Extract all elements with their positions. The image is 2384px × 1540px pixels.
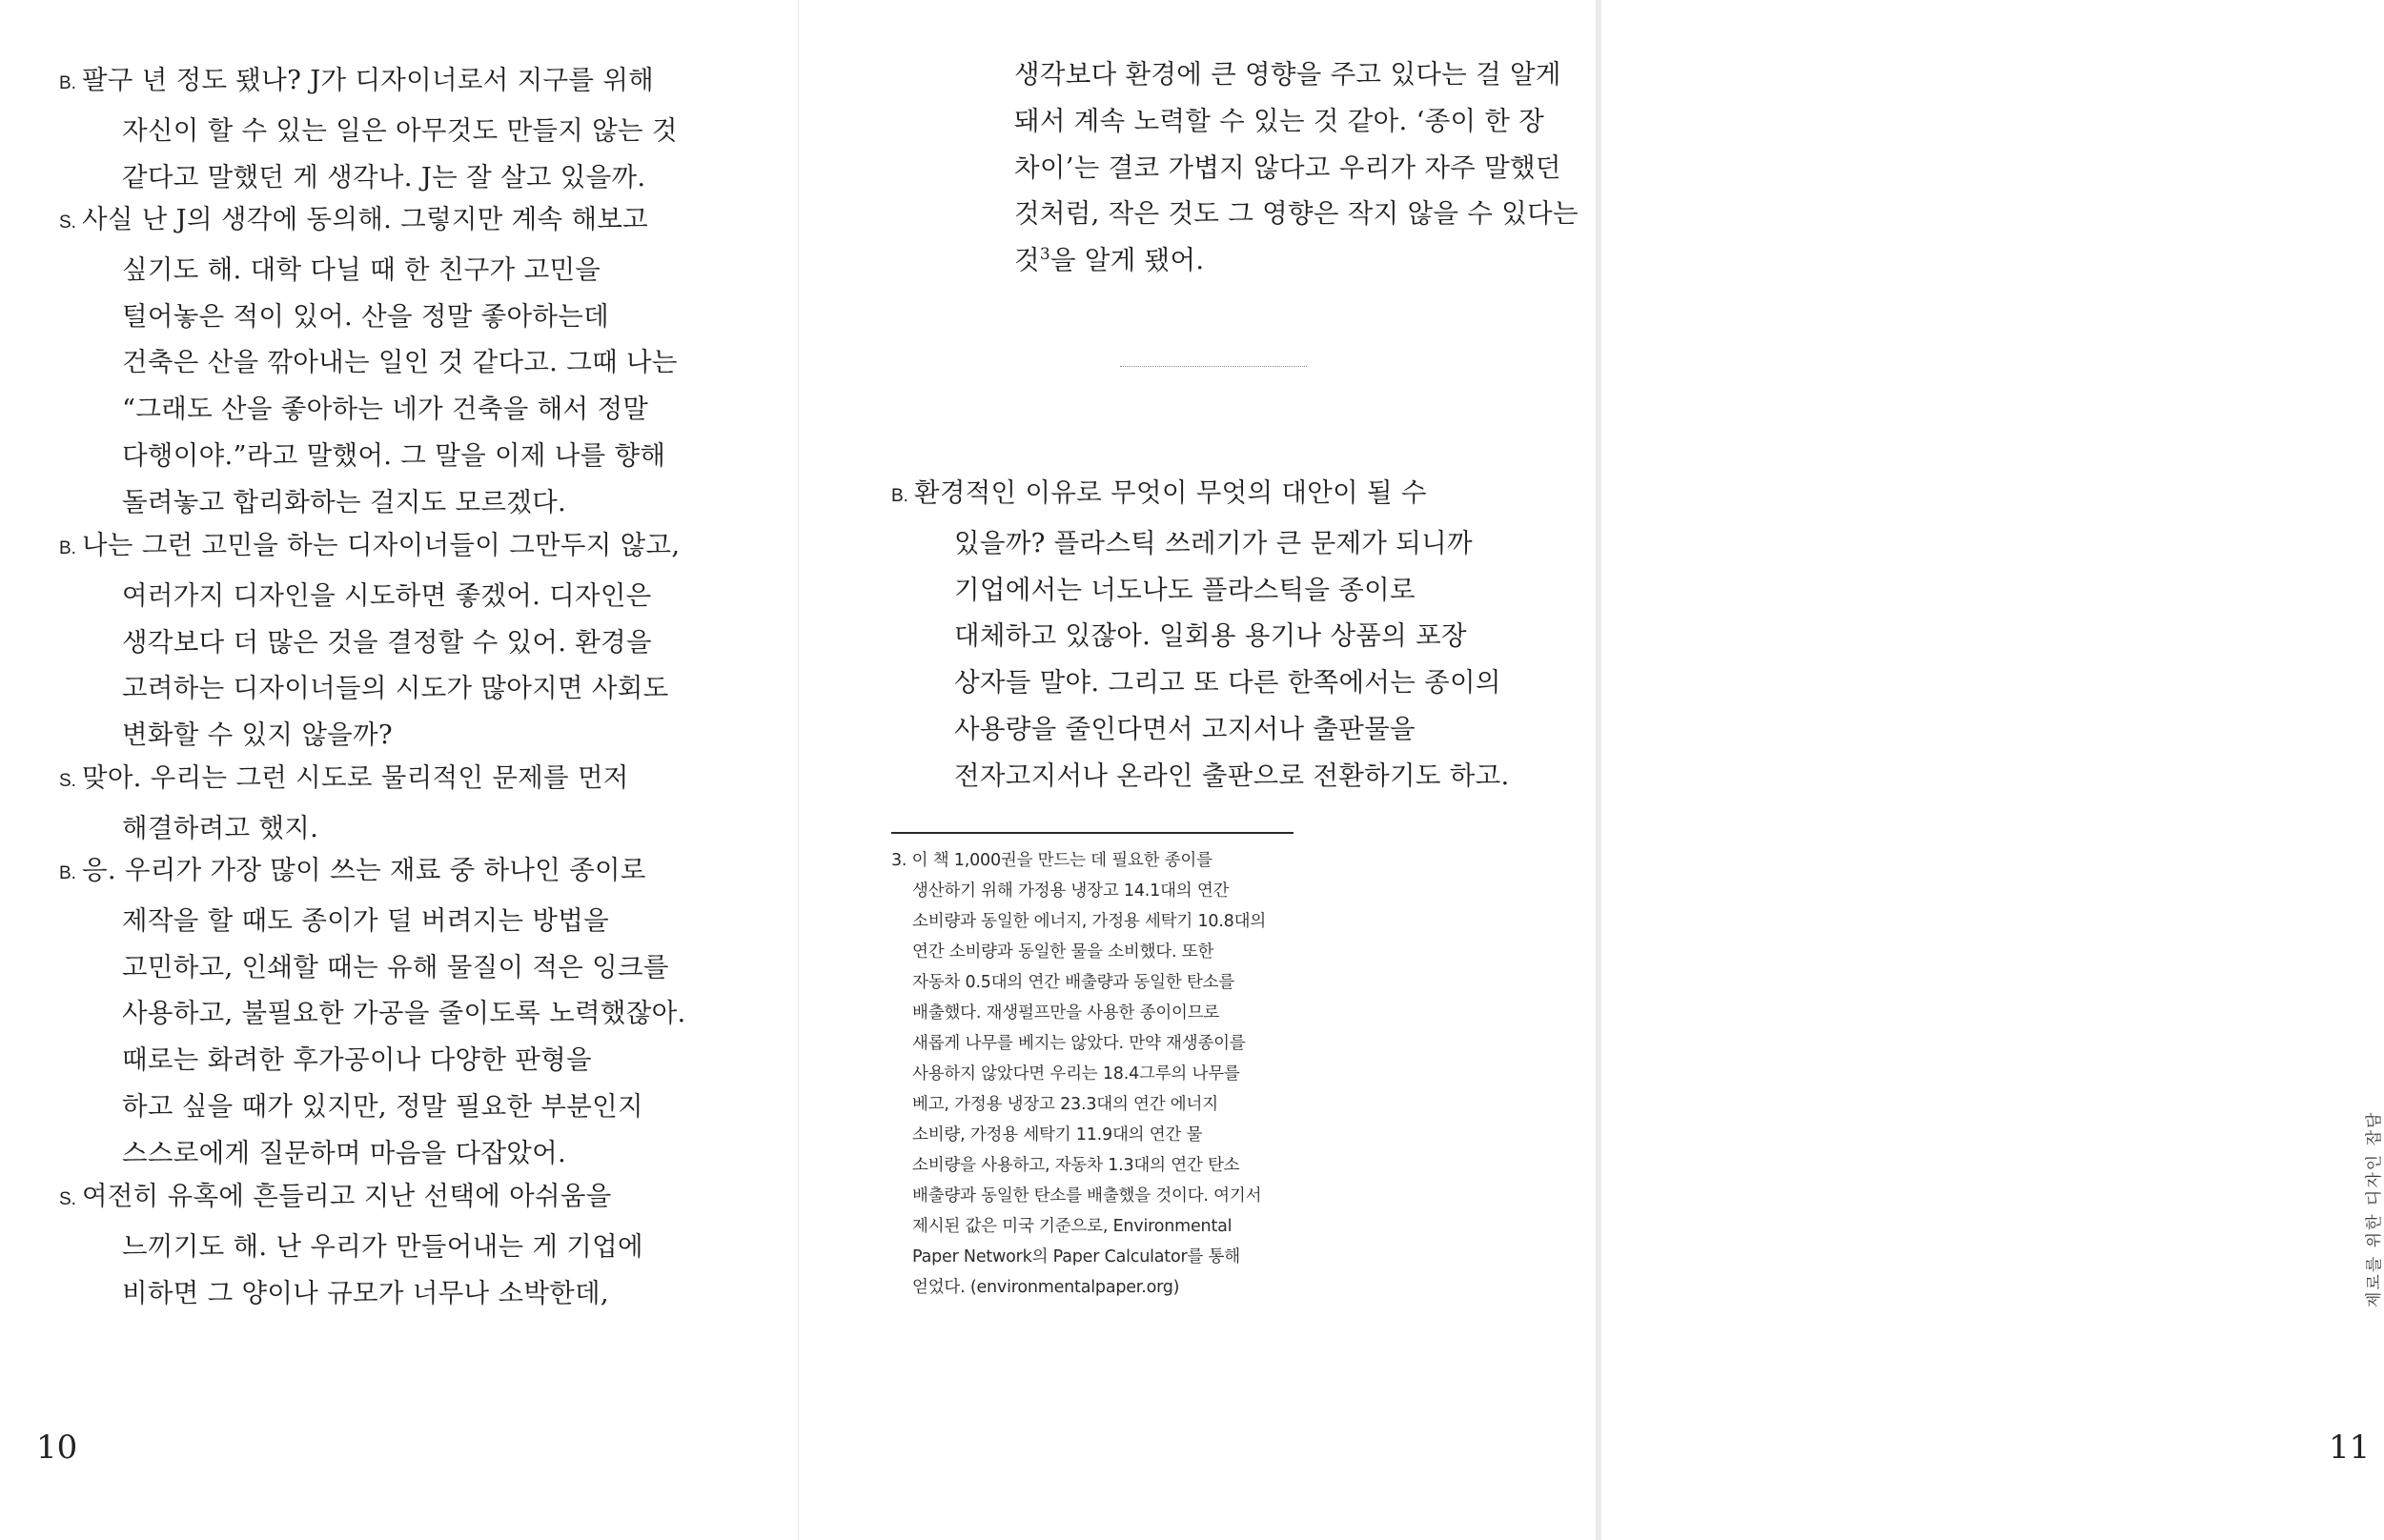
paragraph-line: 고민하고, 인쇄할 때는 유해 물질이 적은 잉크를 [122,951,669,983]
dialogue-paragraph [59,847,686,1177]
footnote-line: 생산하기 위해 가정용 냉장고 14.1대의 연간 [912,881,1230,901]
paragraph-line [59,522,680,573]
paragraph-line: 있을까? 플라스틱 쓰레기가 큰 문제가 되니까 [954,527,1473,558]
paragraph-line: 차이’는 결코 가볍지 않다고 우리가 자주 말했던 [1014,152,1561,183]
paragraph-line: 비하면 그 양이나 규모가 너무나 소박한데, [122,1277,609,1308]
speaker-label: S. [59,771,76,791]
paragraph-line: 변화할 수 있지 않을까? [122,719,393,751]
dialogue-paragraph [59,1173,643,1316]
dialogue-paragraph [59,196,678,526]
paragraph-line: 다행이야.”라고 말했어. 그 말을 이제 나를 향해 [122,439,666,471]
footnote-line: 제시된 값은 미국 기준으로, Environmental [912,1217,1233,1236]
continued-paragraph [951,51,1579,284]
speaker-label: B. [59,863,76,883]
line-text: 응. 우리가 가장 많이 쓰는 재료 중 하나인 종이로 [81,855,646,885]
paragraph-line [951,237,1579,284]
speaker-label: B. [59,73,76,93]
footnote-line: 연간 소비량과 동일한 물을 소비했다. 또한 [912,942,1214,962]
paragraph-line: 돼서 계속 노력할 수 있는 것 같아. ‘종이 한 장 [1014,105,1545,136]
paragraph-line: 생각보다 환경에 큰 영향을 주고 있다는 걸 알게 [1014,59,1561,90]
paragraph-line: 느끼기도 해. 난 우리가 만들어내는 게 기업에 [122,1230,643,1262]
page-number-left: 10 [36,1429,78,1467]
paragraph-line: 돌려놓고 합리화하는 걸지도 모르겠다. [122,486,567,517]
footnote-line: 새롭게 나무를 베지는 않았다. 만약 재생종이를 [912,1034,1246,1053]
speaker-label: S. [59,1189,76,1209]
footnote-rule [891,832,1294,834]
paragraph-line: 싶기도 해. 대학 다닐 때 한 친구가 고민을 [122,253,601,285]
paragraph-line: 생각보다 더 많은 것을 결정할 수 있어. 환경을 [122,626,652,658]
footnote-line: 사용하지 않았다면 우리는 18.4그루의 나무를 [912,1064,1240,1084]
paragraph-line: 여러가지 디자인을 시도하면 좋겠어. 디자인은 [122,579,652,611]
paragraph-line: 건축은 산을 깎아내는 일인 것 같다고. 그때 나는 [122,347,678,378]
paragraph-line: 것처럼, 작은 것도 그 영향은 작지 않을 수 있다는 [1014,198,1579,230]
section-divider [1120,366,1307,367]
dialogue-paragraph [59,522,680,759]
footnote-line: 얻었다. (environmentalpaper.org) [912,1278,1180,1297]
dialogue-paragraph [59,57,678,200]
footnote-line: 배출했다. 재생펄프만을 사용한 종이이므로 [912,1003,1220,1023]
paragraph-line: 같다고 말했던 게 생각나. J는 잘 살고 있을까. [122,161,646,192]
paragraph-line: 사용하고, 불필요한 가공을 줄이도록 노력했잖아. [122,998,686,1029]
paragraph-line: 해결하려고 했지. [122,812,319,843]
footnote-reference[interactable]: 3 [1039,245,1050,265]
paragraph-line: 털어놓은 적이 있어. 산을 정말 좋아하는데 [122,300,609,332]
paragraph-line [59,1173,643,1224]
paragraph-line: 제작을 할 때도 종이가 덜 버려지는 방법을 [122,904,609,936]
line-text: 것 [1014,245,1040,276]
speaker-label: S. [59,213,76,233]
line-text: 여전히 유혹에 흔들리고 지난 선택에 아쉬움을 [81,1181,612,1211]
line-text: 맞아. 우리는 그런 시도로 물리적인 문제를 먼저 [81,762,629,793]
paragraph-line: 대체하고 있잖아. 일회용 용기나 상품의 포장 [954,620,1467,652]
footnote-line: 소비량과 동일한 에너지, 가정용 세탁기 10.8대의 [912,912,1267,931]
footnote-line: 배출량과 동일한 탄소를 배출했을 것이다. 여기서 [912,1186,1262,1206]
footnote-line: 3. 이 책 1,000권을 만드는 데 필요한 종이를 [891,851,1212,870]
speaker-label: B. [59,538,76,558]
line-text: 환경적인 이유로 무엇이 무엇의 대안이 될 수 [913,477,1427,508]
footnote [891,845,1311,1303]
paragraph-line [891,470,1510,520]
left-page [0,0,799,1540]
page-number-right: 11 [2329,1429,2371,1467]
paragraph-line [59,57,678,108]
footnote-line: Paper Network의 Paper Calculator를 통해 [912,1247,1240,1266]
paragraph-line [59,755,629,805]
paragraph-line: 상자들 말야. 그리고 또 다른 한쪽에서는 종이의 [954,667,1501,699]
line-text: 나는 그런 고민을 하는 디자이너들이 그만두지 않고, [81,530,681,560]
paragraph-line: 기업에서는 너도나도 플라스틱을 종이로 [954,574,1416,605]
paragraph-line: 고려하는 디자이너들의 시도가 많아지면 사회도 [122,673,669,704]
paragraph-line: 자신이 할 수 있는 일은 아무것도 만들지 않는 것 [122,114,678,146]
footnote-line: 자동차 0.5대의 연간 배출량과 동일한 탄소를 [912,973,1235,992]
right-page [799,0,2384,1540]
line-text: 사실 난 J의 생각에 동의해. 그렇지만 계속 해보고 [81,204,649,234]
footnote-line: 소비량, 가정용 세탁기 11.9대의 연간 물 [912,1125,1203,1145]
footnote-line: 베고, 가정용 냉장고 23.3대의 연간 에너지 [912,1095,1218,1114]
dialogue-paragraph [59,755,629,852]
paragraph-line: 스스로에게 질문하며 마음을 다잡았어. [122,1137,567,1168]
paragraph-line: 때로는 화려한 후가공이나 다양한 판형을 [122,1044,592,1076]
paragraph-line: 전자고지서나 온라인 출판으로 전환하기도 하고. [954,760,1510,791]
dialogue-paragraph [891,470,1510,800]
paragraph-line: 하고 싶을 때가 있지만, 정말 필요한 부분인지 [122,1090,643,1122]
footnote-line: 소비량을 사용하고, 자동차 1.3대의 연간 탄소 [912,1156,1240,1175]
page-edge-shadow [1596,0,1601,1540]
line-text: 을 알게 됐어. [1050,245,1205,276]
paragraph-line [59,847,686,898]
speaker-label: B. [891,486,908,506]
paragraph-line: 사용량을 줄인다면서 고지서나 출판물을 [954,713,1416,744]
paragraph-line: “그래도 산을 좋아하는 네가 건축을 해서 정말 [122,394,649,425]
paragraph-line [59,196,678,247]
running-head: 제로를 위한 디자인 잡담 [2365,1110,2384,1307]
line-text: 팔구 년 정도 됐나? J가 디자이너로서 지구를 위해 [81,65,655,95]
